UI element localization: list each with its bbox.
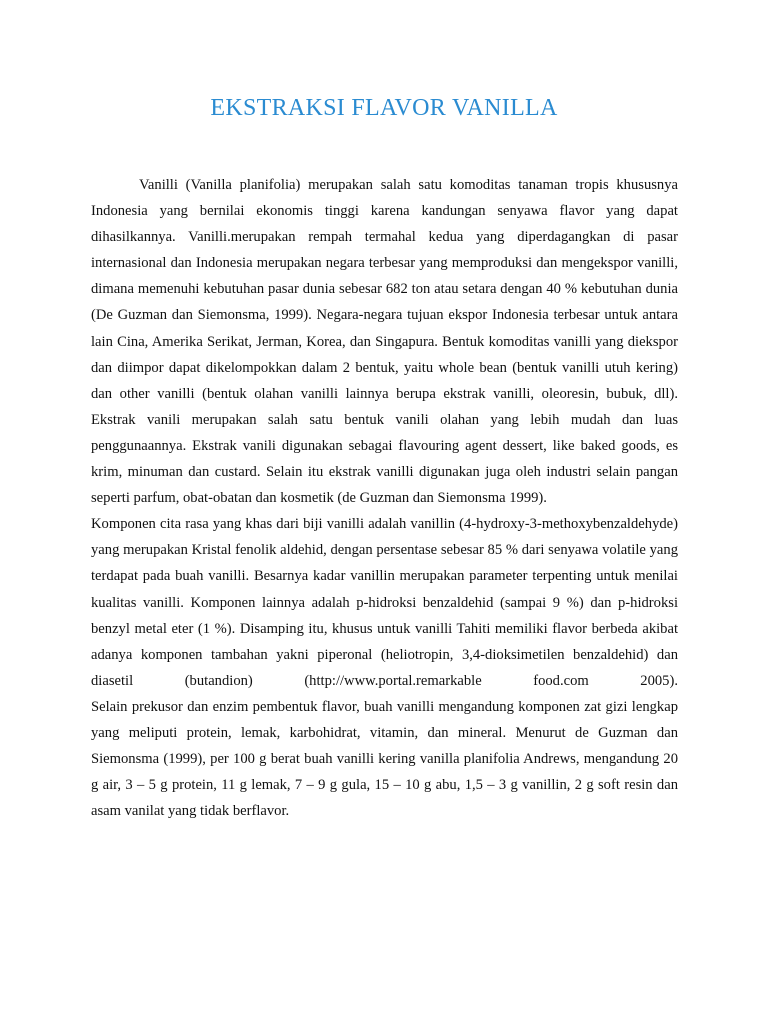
- paragraph-intro: Vanilli (Vanilla planifolia) merupakan salah satu komoditas tanaman tropis khususnya Indonesia yang bernilai ekonomis tinggi karena kandungan senyawa flavor yang dapat dihasilkannya. Vanilli.merupakan rempah termahal kedua yang diperdagangkan di pasar internasional dan Indonesia merupakan negara terbesar yang memproduksi dan mengekspor vanilli, dimana memenuhi kebutuhan pasar dunia sebesar 682 ton atau setara dengan 40 % kebutuhan dunia (De Guzman dan Siemonsma, 1999). Negara-negara tujuan ekspor Indonesia terbesar untuk antara lain Cina, Amerika Serikat, Jerman, Korea, dan Singapura. Bentuk komoditas vanilli yang diekspor dan diimpor dapat dikelompokkan dalam 2 bentuk, yaitu whole bean (bentuk vanilli utuh kering) dan other vanilli (bentuk olahan vanilli lainnya berupa ekstrak vanilli, oleoresin, bubuk, dll). Ekstrak vanili merupakan salah satu bentuk vanili olahan yang lebih mudah dan luas penggunaannya. Ekstrak vanili digunakan sebagai flavouring agent dessert, like baked goods, es krim, minuman dan custard. Selain itu ekstrak vanilli digunakan juga oleh industri selain pangan seperti parfum, obat-obatan dan kosmetik (de Guzman dan Siemonsma 1999).: [91, 177, 678, 507]
- document-body: [91, 172, 678, 824]
- paragraph-flavor-components: Komponen cita rasa yang khas dari biji vanilli adalah vanillin (4-hydroxy-3-methoxybenzaldehyde) yang merupakan Kristal fenolik aldehid, dengan persentase sebesar 85 % dari senyawa volatile yang terdapat pada buah vanilli. Besarnya kadar vanillin merupakan parameter terpenting untuk menilai kualitas vanilli. Komponen lainnya adalah p-hidroksi benzaldehid (sampai 9 %) dan p-hidroksi benzyl metal eter (1 %). Disamping itu, khusus untuk vanilli Tahiti memiliki flavor berbeda akibat adanya komponen tambahan yakni piperonal (heliotropin, 3,4-dioksimetilen benzaldehid) dan diasetil (butandion) (http://www.portal.remarkable food.com 2005).: [91, 516, 678, 689]
- document-title: EKSTRAKSI FLAVOR VANILLA: [210, 95, 558, 121]
- paragraph-nutrition: Selain prekusor dan enzim pembentuk flavor, buah vanilli mengandung komponen zat gizi lengkap yang meliputi protein, lemak, karbohidrat, vitamin, dan mineral. Menurut de Guzman dan Siemonsma (1999), per 100 g berat buah vanilli kering vanilla planifolia Andrews, mengandung 20 g air, 3 – 5 g protein, 11 g lemak, 7 – 9 g gula, 15 – 10 g abu, 1,5 – 3 g vanillin, 2 g soft resin dan asam vanilat yang tidak berflavor.: [91, 698, 678, 820]
